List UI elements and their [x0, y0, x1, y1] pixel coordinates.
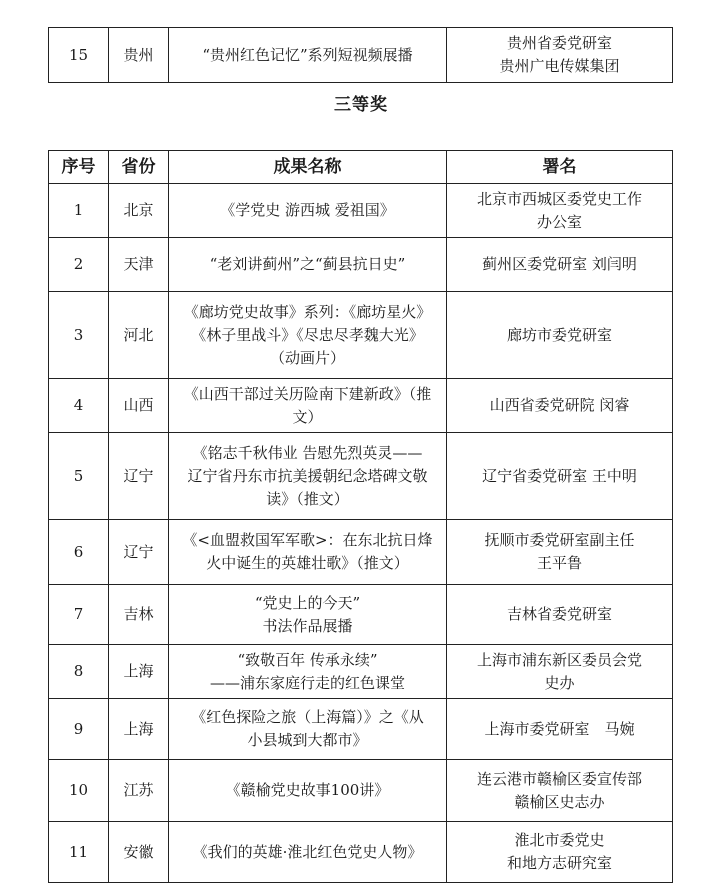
- row-title: 《<血盟救国军军歌>：在东北抗日烽 火中诞生的英雄壮歌》（推文）: [169, 520, 447, 585]
- header-title: 成果名称: [169, 151, 447, 184]
- row-signature: 辽宁省委党研室 王中明: [447, 433, 673, 520]
- row-number: 2: [49, 238, 109, 292]
- row-number: 1: [49, 184, 109, 238]
- row-number: 8: [49, 645, 109, 699]
- row-number: 4: [49, 379, 109, 433]
- table-header: [49, 151, 673, 184]
- header-number: 序号: [49, 151, 109, 184]
- row-title: 《我们的英雄·淮北红色党史人物》: [169, 822, 447, 883]
- row-number: 3: [49, 292, 109, 379]
- header-row: [49, 151, 673, 184]
- table-row: [49, 28, 673, 83]
- row-signature: 上海市委党研室 马婉: [447, 699, 673, 760]
- row-title: 《学党史 游西城 爱祖国》: [169, 184, 447, 238]
- row-title: “老刘讲蓟州”之“蓟县抗日史”: [169, 238, 447, 292]
- table-row: [49, 238, 673, 292]
- row-number: 9: [49, 699, 109, 760]
- row-number: 15: [49, 28, 109, 83]
- third-prize-table: [48, 150, 673, 883]
- row-province: 山西: [109, 379, 169, 433]
- header-signature: 署名: [447, 151, 673, 184]
- previous-section-table: [48, 27, 673, 83]
- row-title: 《赣榆党史故事100讲》: [169, 760, 447, 822]
- row-signature: 北京市西城区委党史工作 办公室: [447, 184, 673, 238]
- row-signature: 上海市浦东新区委员会党 史办: [447, 645, 673, 699]
- table-row: [49, 699, 673, 760]
- table-row: [49, 379, 673, 433]
- row-title: “致敬百年 传承永续” ——浦东家庭行走的红色课堂: [169, 645, 447, 699]
- row-province: 贵州: [109, 28, 169, 83]
- row-title: “贵州红色记忆”系列短视频展播: [169, 28, 447, 83]
- table-row: [49, 760, 673, 822]
- table-row: [49, 822, 673, 883]
- row-province: 北京: [109, 184, 169, 238]
- row-number: 11: [49, 822, 109, 883]
- row-signature: 淮北市委党史 和地方志研究室: [447, 822, 673, 883]
- row-number: 6: [49, 520, 109, 585]
- table-row: [49, 292, 673, 379]
- row-number: 5: [49, 433, 109, 520]
- table-row: [49, 433, 673, 520]
- row-signature: 抚顺市委党研室副主任 王平鲁: [447, 520, 673, 585]
- row-title: “党史上的今天” 书法作品展播: [169, 585, 447, 645]
- row-signature: 吉林省委党研室: [447, 585, 673, 645]
- row-province: 辽宁: [109, 433, 169, 520]
- row-signature: 蓟州区委党研室 刘闫明: [447, 238, 673, 292]
- row-signature: 连云港市赣榆区委宣传部 赣榆区史志办: [447, 760, 673, 822]
- table-row: [49, 184, 673, 238]
- table-row: [49, 585, 673, 645]
- row-title: 《廊坊党史故事》系列：《廊坊星火》 《林子里战斗》《尽忠尽孝魏大光》 （动画片）: [169, 292, 447, 379]
- row-number: 10: [49, 760, 109, 822]
- row-province: 吉林: [109, 585, 169, 645]
- row-province: 安徽: [109, 822, 169, 883]
- previous-table-body: [49, 28, 673, 83]
- row-number: 7: [49, 585, 109, 645]
- table-row: [49, 645, 673, 699]
- table-row: [49, 520, 673, 585]
- row-province: 上海: [109, 699, 169, 760]
- row-province: 江苏: [109, 760, 169, 822]
- row-province: 河北: [109, 292, 169, 379]
- section-title: 三等奖: [334, 95, 388, 115]
- row-province: 上海: [109, 645, 169, 699]
- row-signature: 贵州省委党研室 贵州广电传媒集团: [447, 28, 673, 83]
- header-province: 省份: [109, 151, 169, 184]
- table-body: [49, 184, 673, 883]
- row-signature: 廊坊市委党研室: [447, 292, 673, 379]
- row-title: 《红色探险之旅（上海篇）》之《从 小县城到大都市》: [169, 699, 447, 760]
- row-title: 《铭志千秋伟业 告慰先烈英灵—— 辽宁省丹东市抗美援朝纪念塔碑文敬 读》（推文）: [169, 433, 447, 520]
- row-province: 天津: [109, 238, 169, 292]
- row-signature: 山西省委党研院 闵睿: [447, 379, 673, 433]
- row-title: 《山西干部过关历险南下建新政》（推 文）: [169, 379, 447, 433]
- row-province: 辽宁: [109, 520, 169, 585]
